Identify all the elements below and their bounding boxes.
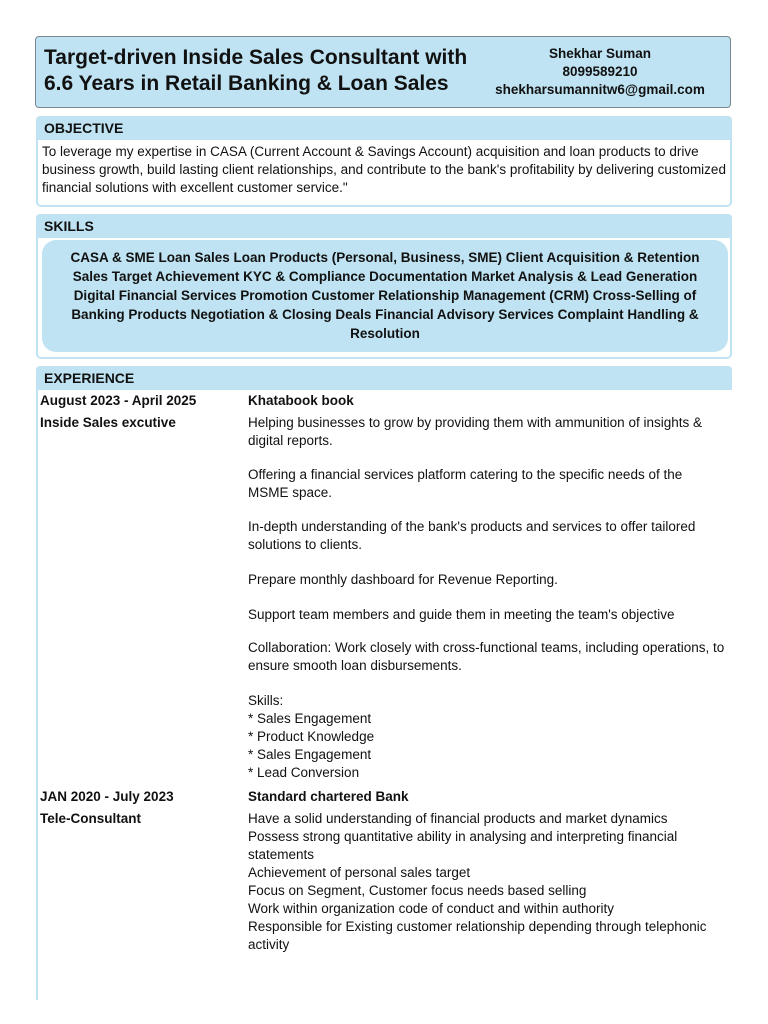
- job-2-line-2: Possess strong quantitative ability in analysing and interpreting financial: [248, 829, 678, 844]
- job-1-skills-label: Skills:: [248, 693, 284, 708]
- job-2-line-3: statements: [248, 847, 315, 862]
- headline: [44, 45, 504, 97]
- job-1-point-1: Helping businesses to grow by providing them with ammunition of insights & digital reports.: [248, 415, 702, 448]
- job-1-dates: August 2023 - April 2025: [40, 393, 197, 408]
- job-2-line-7: Responsible for Existing customer relationship depending through telephonic activity: [248, 919, 707, 952]
- candidate-name: Shekhar Suman: [548, 46, 652, 61]
- experience-heading: EXPERIENCE: [36, 366, 732, 390]
- job-2-description: [248, 810, 726, 954]
- job-2-role: Tele-Consultant: [40, 811, 141, 826]
- job-2-line-5: Focus on Segment, Customer focus needs based selling: [248, 883, 587, 898]
- job-2-line-1: Have a solid understanding of financial products and market dynamics: [248, 811, 668, 826]
- resume-header: [35, 36, 731, 108]
- skills-list: CASA & SME Loan Sales Loan Products (Personal, Business, SME) Client Acquisition & Retention Sales Target Achievement KYC & Compliance Documentation Market Analysis & Lead Generation Digital Financial Services Promotion Customer Relationship Management (CRM) Cross-Selling of Banking Products Negotiation & Closing Deals Financial Advisory Services Complaint Handling & Resolution: [42, 240, 728, 352]
- job-2-dates: JAN 2020 - July 2023: [40, 789, 174, 804]
- phone-number: 8099589210: [562, 64, 638, 79]
- contact-block: [480, 45, 720, 99]
- skills-heading: SKILLS: [36, 214, 732, 238]
- job-1-role: Inside Sales excutive: [40, 415, 176, 430]
- headline-line-2: 6.6 Years in Retail Banking & Loan Sales: [44, 72, 449, 95]
- job-1-point-2: Offering a financial services platform catering to the specific needs of the MSME space.: [248, 467, 683, 500]
- job-1-point-6: Collaboration: Work closely with cross-functional teams, including operations, to ensure smooth loan disbursements.: [248, 640, 725, 673]
- headline-line-1: Target-driven Inside Sales Consultant with: [44, 46, 468, 69]
- job-1-point-5: Support team members and guide them in meeting the team's objective: [248, 607, 675, 622]
- job-2-company: Standard chartered Bank: [248, 789, 409, 804]
- job-2-line-4: Achievement of personal sales target: [248, 865, 471, 880]
- job-1-skills-list: * Sales Engagement * Product Knowledge * Sales Engagement * Lead Conversion: [248, 711, 375, 780]
- objective-text: To leverage my expertise in CASA (Current Account & Savings Account) acquisition and loan products to drive business growth, build lasting client relationships, and contribute to the bank's profitability by delivering customized financial solutions with excellent customer service.": [42, 144, 726, 195]
- job-1-point-3: In-depth understanding of the bank's products and services to offer tailored solutions to clients.: [248, 519, 696, 552]
- email-address: shekharsumannitw6@gmail.com: [495, 82, 705, 97]
- job-1-company: Khatabook book: [248, 393, 354, 408]
- experience-border: [36, 390, 38, 1000]
- job-1-point-4: Prepare monthly dashboard for Revenue Reporting.: [248, 572, 558, 587]
- objective-heading: OBJECTIVE: [36, 116, 732, 140]
- job-2-line-6: Work within organization code of conduct and within authority: [248, 901, 614, 916]
